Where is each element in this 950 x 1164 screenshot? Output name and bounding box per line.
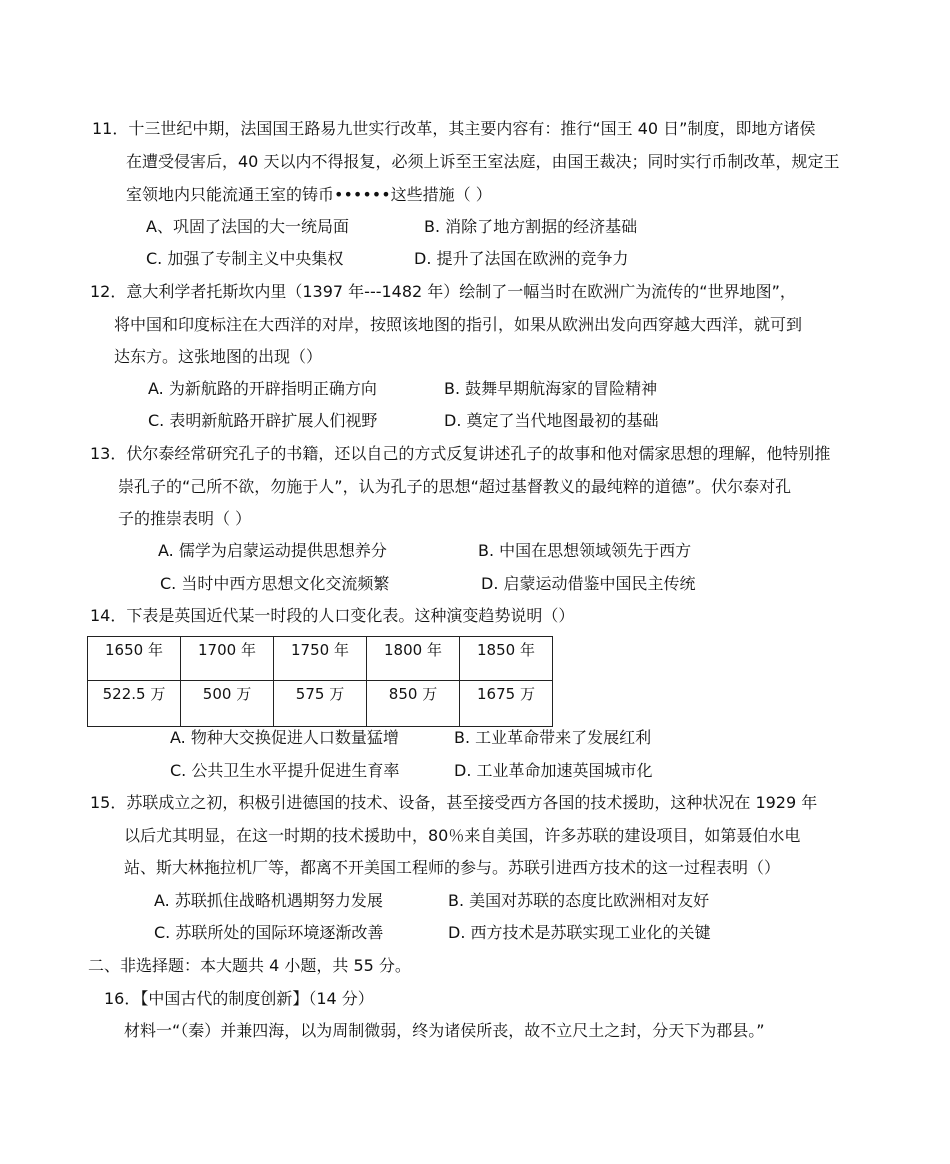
section-two-heading: 二、非选择题：本大题共 4 小题，共 55 分。 xyxy=(88,956,411,975)
q12-option-c: C. 表明新航路开辟扩展人们视野 xyxy=(148,411,378,430)
q12-stem-line2: 将中国和印度标注在大西洋的对岸，按照该地图的指引，如果从欧洲出发向西穿越大西洋，就可到 xyxy=(114,315,803,334)
q15-option-a: A. 苏联抓住战略机遇期努力发展 xyxy=(154,891,383,910)
year-cell: 1800 年 xyxy=(367,637,460,681)
q15-option-c: C. 苏联所处的国际环境逐渐改善 xyxy=(154,923,384,942)
table-row-population xyxy=(88,681,553,727)
q15-stem-line2: 以后尤其明显，在这一时期的技术援助中，80％来自美国，许多苏联的建设项目，如第聂伯水电 xyxy=(124,826,801,845)
q15-option-b: B. 美国对苏联的态度比欧洲相对友好 xyxy=(448,891,710,910)
population-table xyxy=(87,636,553,727)
q13-option-b: B. 中国在思想领域领先于西方 xyxy=(478,541,692,560)
q13-stem-line1: 13．伏尔泰经常研究孔子的书籍，还以自己的方式反复讲述孔子的故事和他对儒家思想的理解，他特别推 xyxy=(90,444,831,463)
q13-stem-line2: 崇孔子的“己所不欲，勿施于人”，认为孔子的思想“超过基督教义的最纯粹的道德”。伏尔泰对孔 xyxy=(118,477,792,496)
q16-material-one: 材料一“（秦）并兼四海，以为周制微弱，终为诸侯所丧，故不立尺土之封，分天下为郡县。” xyxy=(124,1021,765,1040)
q11-option-a: A、巩固了法国的大一统局面 xyxy=(146,217,349,236)
q13-stem-line3: 子的推崇表明（ ） xyxy=(118,509,252,528)
year-cell: 1750 年 xyxy=(274,637,367,681)
population-cell: 1675 万 xyxy=(460,681,553,727)
q13-option-d: D. 启蒙运动借鉴中国民主传统 xyxy=(481,574,696,593)
q11-option-b: B. 消除了地方割据的经济基础 xyxy=(424,217,638,236)
q14-option-d: D. 工业革命加速英国城市化 xyxy=(454,761,653,780)
q12-stem-line1: 12．意大利学者托斯坎内里（1397 年---1482 年）绘制了一幅当时在欧洲广为流传的“世界地图”， xyxy=(90,282,796,301)
q14-stem: 14．下表是英国近代某一时段的人口变化表。这种演变趋势说明（） xyxy=(90,606,575,625)
q11-stem-line1: 11．十三世纪中期，法国国王路易九世实行改革，其主要内容有：推行“国王 40 日”制度，即地方诸侯 xyxy=(92,119,816,138)
q11-stem-line3: 室领地内只能流通王室的铸币••••••这些措施（ ） xyxy=(126,185,492,204)
q13-option-a: A. 儒学为启蒙运动提供思想养分 xyxy=(158,541,387,560)
q16-title: 16．【中国古代的制度创新】（14 分） xyxy=(104,989,374,1008)
population-cell: 500 万 xyxy=(181,681,274,727)
year-cell: 1700 年 xyxy=(181,637,274,681)
q11-stem-line2: 在遭受侵害后，40 天以内不得报复，必须上诉至王室法庭，由国王裁决；同时实行币制改革，规定王 xyxy=(126,152,840,171)
q12-option-d: D. 奠定了当代地图最初的基础 xyxy=(444,411,659,430)
q15-option-d: D. 西方技术是苏联实现工业化的关键 xyxy=(448,923,711,942)
year-cell: 1850 年 xyxy=(460,637,553,681)
q15-stem-line1: 15．苏联成立之初，积极引进德国的技术、设备，甚至接受西方各国的技术援助，这种状况在 1929 年 xyxy=(90,793,818,812)
q11-option-c: C. 加强了专制主义中央集权 xyxy=(146,249,344,268)
population-cell: 850 万 xyxy=(367,681,460,727)
population-cell: 575 万 xyxy=(274,681,367,727)
q12-option-b: B. 鼓舞早期航海家的冒险精神 xyxy=(444,379,658,398)
q14-option-c: C. 公共卫生水平提升促进生育率 xyxy=(170,761,400,780)
q14-option-a: A. 物种大交换促进人口数量猛增 xyxy=(170,728,399,747)
q15-stem-line3: 站、斯大林拖拉机厂等，都离不开美国工程师的参与。苏联引进西方技术的这一过程表明（） xyxy=(124,858,781,877)
q13-option-c: C. 当时中西方思想文化交流频繁 xyxy=(160,574,390,593)
table-row-years xyxy=(88,637,553,681)
year-cell: 1650 年 xyxy=(88,637,181,681)
q11-option-d: D. 提升了法国在欧洲的竞争力 xyxy=(414,249,629,268)
q12-stem-line3: 达东方。这张地图的出现（） xyxy=(114,347,323,366)
q12-option-a: A. 为新航路的开辟指明正确方向 xyxy=(148,379,377,398)
population-cell: 522.5 万 xyxy=(88,681,181,727)
q14-option-b: B. 工业革命带来了发展红利 xyxy=(454,728,652,747)
